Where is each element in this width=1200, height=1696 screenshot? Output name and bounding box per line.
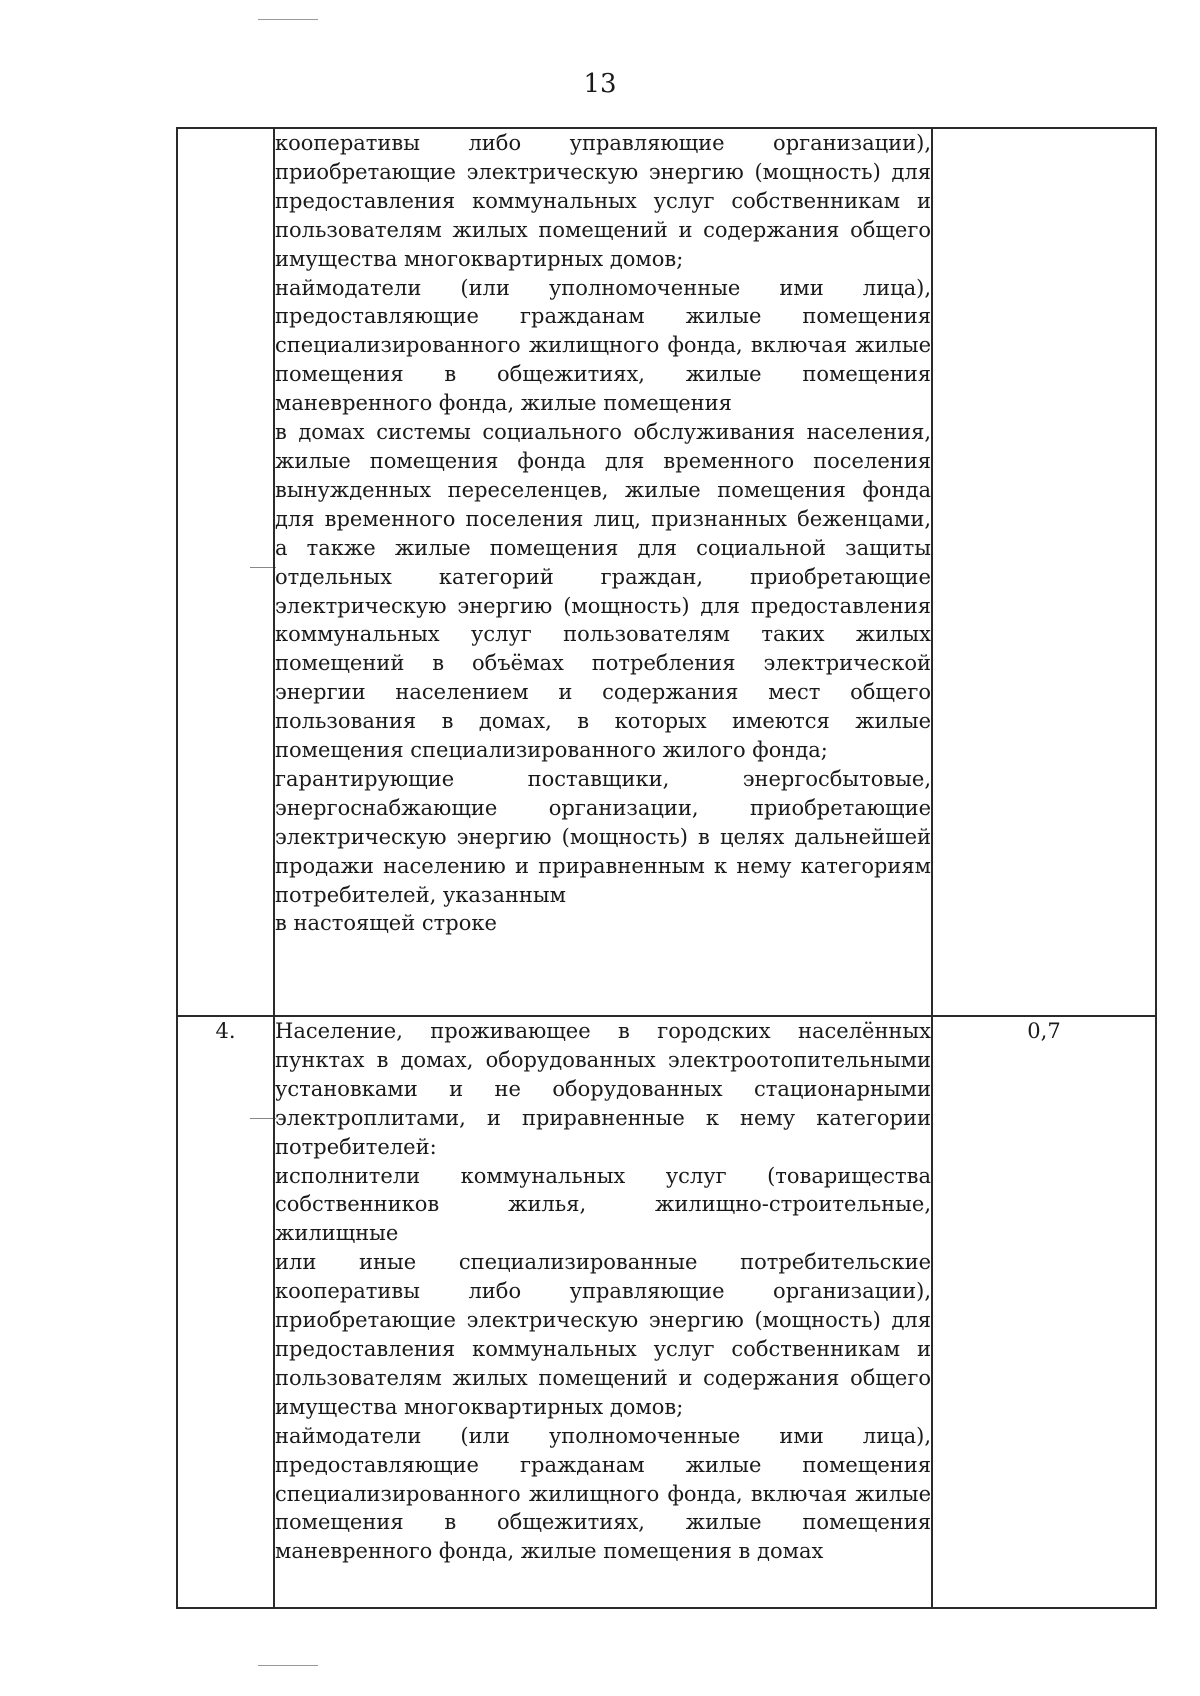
row-value-cell bbox=[932, 128, 1156, 1016]
paragraph: наймодатели (или уполномоченные ими лица), предоставляющие гражданам жилые помещения специализированного жилищного фонда, включая жилые помещения в общежитиях, жилые помещения маневренного фонда, жилые помещения bbox=[275, 275, 931, 416]
row-value-cell: 0,7 bbox=[932, 1016, 1156, 1608]
row-text-cell bbox=[274, 128, 932, 1016]
paragraph: исполнители коммунальных услуг (товарищества собственников жилья, жилищно-строительные, жилищные bbox=[275, 1163, 931, 1246]
tariff-table bbox=[176, 127, 1157, 1609]
paragraph: или иные специализированные потребительские кооперативы либо управляющие организации), приобретающие электрическую энергию (мощность) для предоставления коммунальных услуг собственникам и пользователям жилых помещений и содержания общего имущества многоквартирных домов; bbox=[275, 1250, 931, 1419]
scan-mark-top bbox=[258, 19, 318, 20]
table-row bbox=[177, 1016, 1156, 1608]
paragraph: кооперативы либо управляющие организации), приобретающие электрическую энергию (мощность) для предоставления коммунальных услуг собственникам и пользователям жилых помещений и содержания общего имущества многоквартирных домов; bbox=[275, 131, 931, 271]
scan-mark-bottom bbox=[258, 1665, 318, 1666]
paragraph: в настоящей строке bbox=[275, 911, 497, 936]
paragraph: гарантирующие поставщики, энергосбытовые, энергоснабжающие организации, приобретающие электрическую энергию (мощность) в целях дальнейшей продажи населению и приравненным к нему категориям потребителей, указанным bbox=[275, 766, 931, 907]
row-text-cell bbox=[274, 1016, 932, 1608]
page-number: 13 bbox=[583, 69, 617, 99]
table-row bbox=[177, 128, 1156, 1016]
paragraph: наймодатели (или уполномоченные ими лица), предоставляющие гражданам жилые помещения специализированного жилищного фонда, включая жилые помещения в общежитиях, жилые помещения маневренного фонда, жилые помещения в домах bbox=[275, 1423, 931, 1564]
paragraph: в домах системы социального обслуживания населения, жилые помещения фонда для временного поселения вынужденных переселенцев, жилые помещения фонда для временного поселения лиц, признанных беженцами, а также жилые помещения для социальной защиты отдельных категорий граждан, приобретающие электрическую энергию (мощность) для предоставления коммунальных услуг пользователям таких жилых помещений в объёмах потребления электрической энергии населением и содержания мест общего пользования в домах, в которых имеются жилые помещения специализированного жилого фонда; bbox=[275, 420, 931, 763]
paragraph: Население, проживающее в городских населённых пунктах в домах, оборудованных электроотопительными установками и не оборудованных стационарными электроплитами, и приравненные к нему категории потребителей: bbox=[275, 1019, 931, 1159]
row-number-cell: 4. bbox=[177, 1016, 274, 1608]
row-number-cell bbox=[177, 128, 274, 1016]
